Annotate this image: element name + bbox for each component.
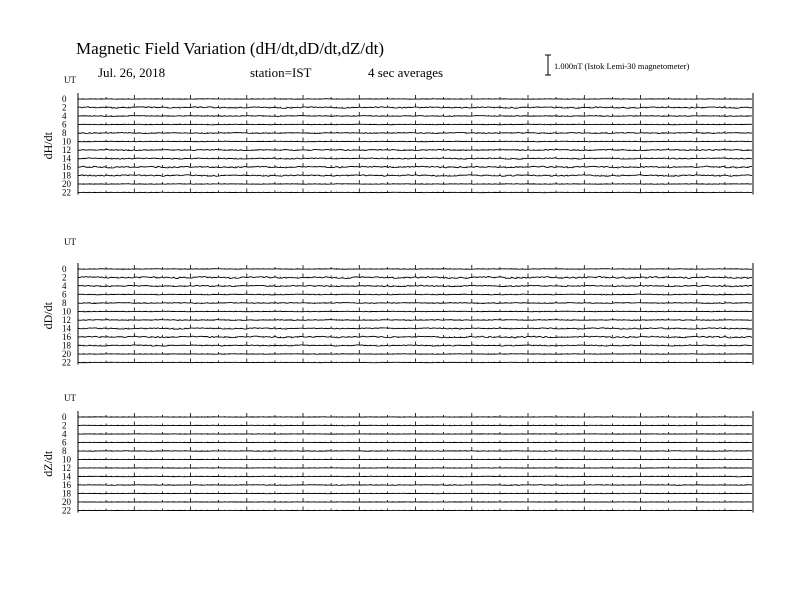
hour-tick-label: 22 — [62, 187, 71, 198]
hour-tick-label: 14 — [62, 471, 71, 482]
hour-tick-label: 12 — [62, 315, 71, 325]
panel-dhdt — [41, 75, 753, 198]
hour-tick-label: 8 — [62, 446, 67, 456]
hour-tick-label: 0 — [62, 264, 67, 274]
hour-tick-label: 18 — [62, 170, 71, 181]
panels-group — [41, 75, 753, 516]
hour-tick-label: 18 — [62, 488, 71, 499]
hour-tick-label: 18 — [62, 340, 71, 351]
hour-tick-label: 16 — [62, 162, 71, 172]
hour-tick-label: 14 — [62, 323, 71, 334]
hour-tick-label: 6 — [62, 119, 67, 130]
panel-dddt — [41, 237, 753, 368]
date-label: Jul. 26, 2018 — [98, 65, 166, 80]
ut-label: UT — [64, 393, 76, 403]
hour-tick-label: 2 — [62, 272, 67, 283]
scale-bar — [545, 55, 551, 75]
station-label: station=IST — [250, 65, 312, 80]
hour-tick-label: 6 — [62, 289, 67, 300]
hour-tick-label: 20 — [62, 497, 71, 507]
hour-tick-label: 4 — [62, 111, 67, 121]
ut-label: UT — [64, 237, 76, 247]
averaging-label: 4 sec averages — [368, 65, 444, 80]
hour-tick-label: 14 — [62, 153, 71, 164]
panel-ylabel: dH/dt — [41, 132, 55, 160]
hour-tick-label: 22 — [62, 505, 71, 516]
hour-tick-label: 10 — [62, 306, 71, 317]
hour-tick-label: 20 — [62, 179, 71, 189]
hour-tick-label: 8 — [62, 128, 67, 138]
hour-tick-label: 16 — [62, 480, 71, 490]
hour-tick-label: 10 — [62, 136, 71, 147]
hour-tick-label: 4 — [62, 429, 67, 439]
hour-tick-label: 20 — [62, 349, 71, 359]
hour-tick-label: 12 — [62, 145, 71, 155]
hour-tick-label: 2 — [62, 420, 67, 431]
scale-bar-label: 1.000nT (Istok Lemi-30 magnetometer) — [554, 61, 690, 71]
hour-tick-label: 12 — [62, 463, 71, 473]
hour-tick-label: 10 — [62, 454, 71, 465]
hour-tick-label: 8 — [62, 298, 67, 308]
chart-title: Magnetic Field Variation (dH/dt,dD/dt,dZ/dt) — [76, 39, 385, 58]
hour-tick-label: 16 — [62, 332, 71, 342]
ut-label: UT — [64, 75, 76, 85]
hour-tick-label: 0 — [62, 412, 67, 422]
panel-dzdt — [41, 393, 753, 516]
hour-tick-label: 6 — [62, 437, 67, 448]
panel-ylabel: dD/dt — [41, 302, 55, 330]
hour-tick-label: 4 — [62, 281, 67, 291]
hour-tick-label: 22 — [62, 357, 71, 368]
hour-tick-label: 2 — [62, 102, 67, 113]
hour-tick-label: 0 — [62, 94, 67, 104]
panel-ylabel: dZ/dt — [41, 450, 55, 477]
